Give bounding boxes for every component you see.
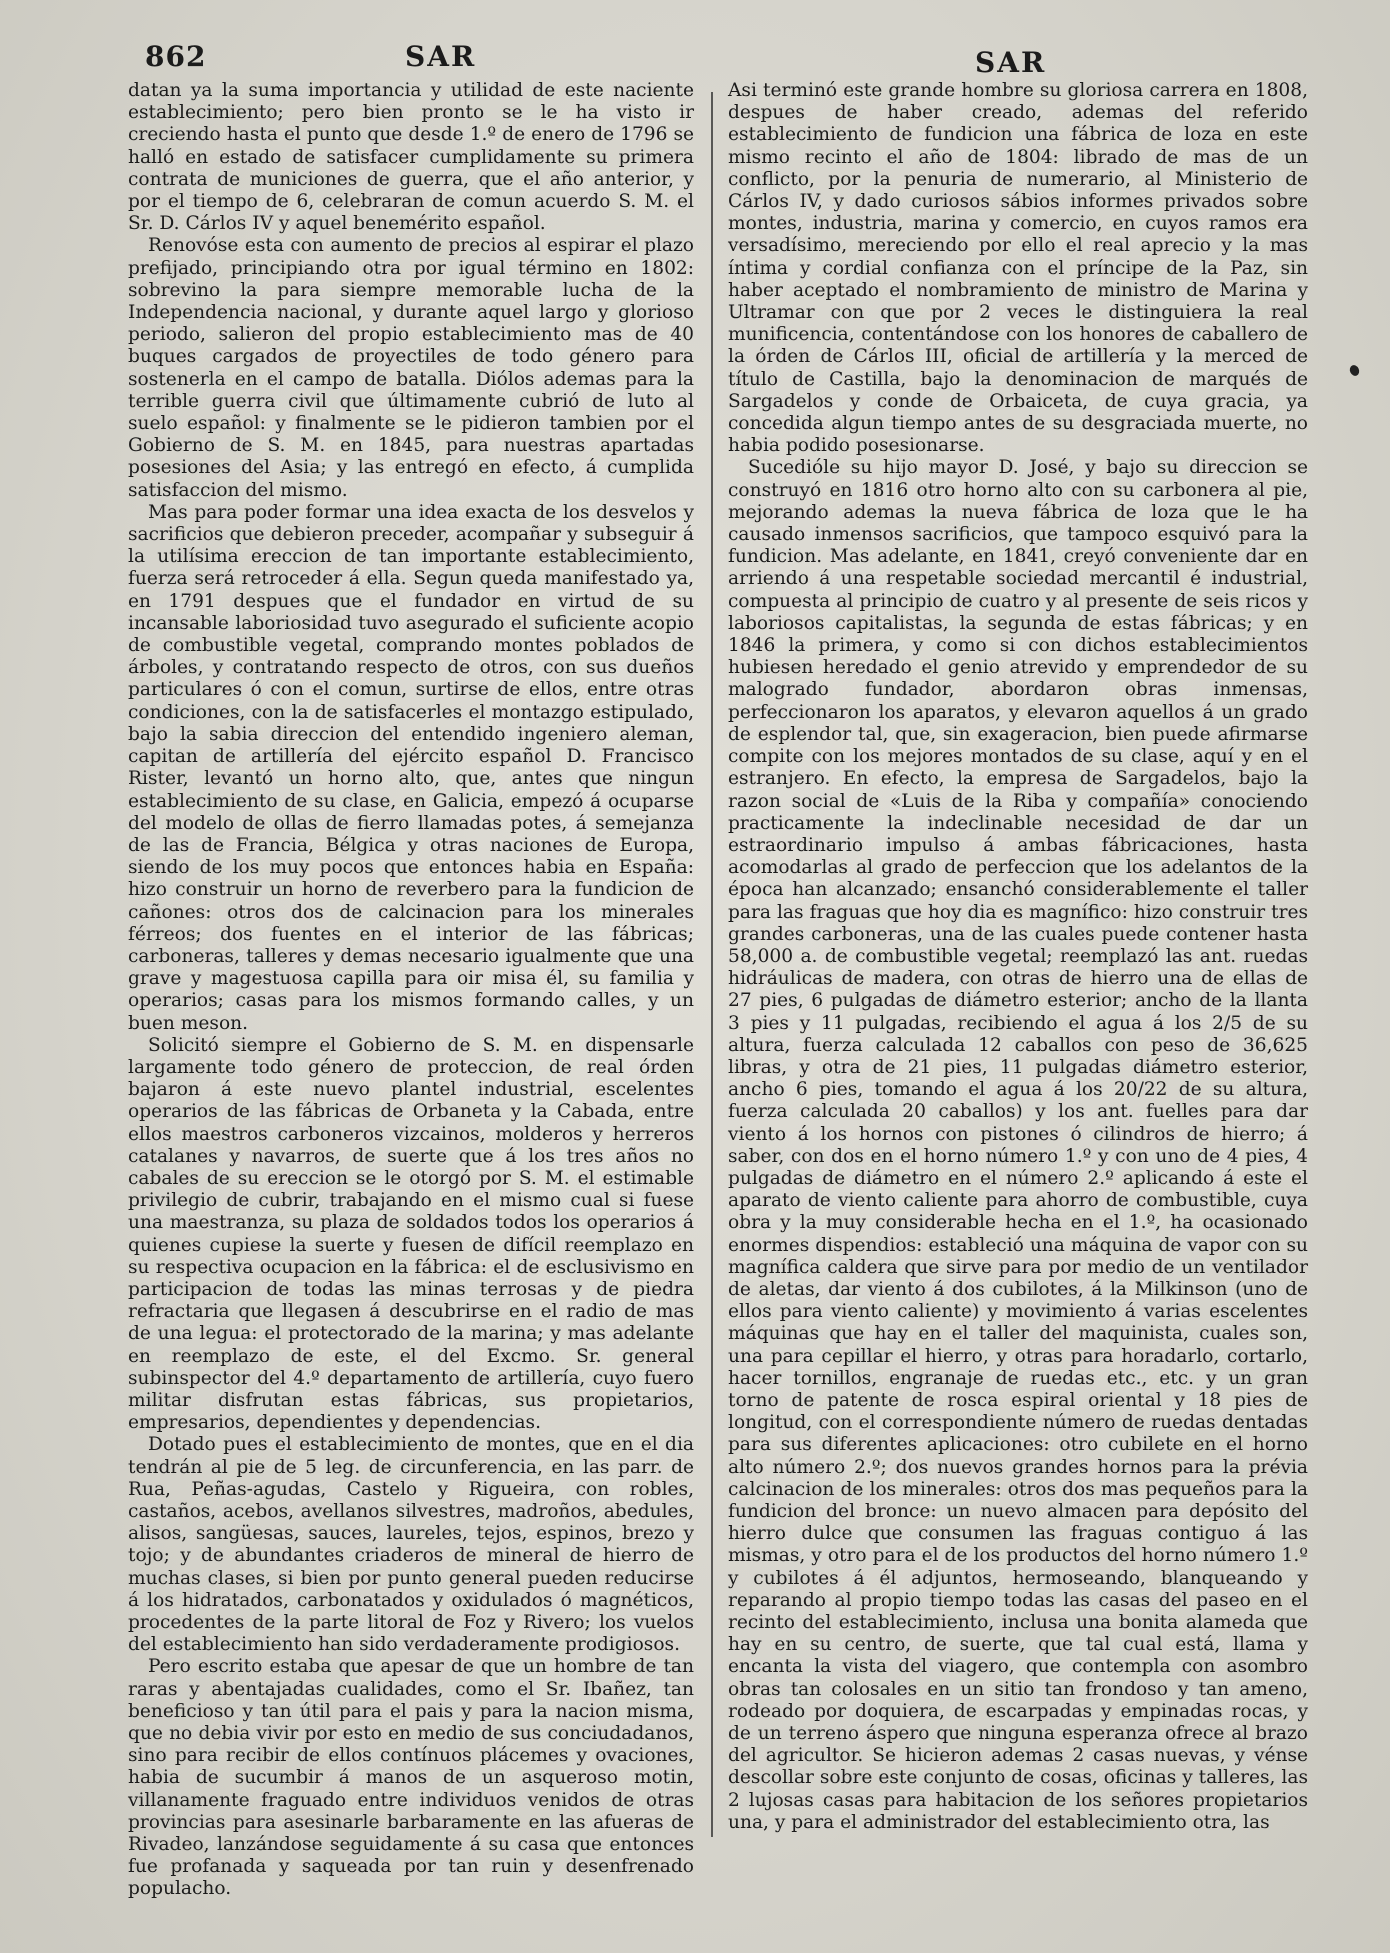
page-header — [0, 36, 1390, 82]
paragraph: Solicitó siempre el Gobierno de S. M. en dispensarle largamente todo género de proteccion, de real órden bajaron á este nuevo plantel industrial, escelentes operarios de las fábricas de Orbaneta y la Cabada, entre ellos maestros carboneros vizcainos, molderos y herreros catalanes y navarros, de suerte que á los tres años no cabales de su ereccion se le otorgó por S. M. el estimable privilegio de cubrir, trabajando en el mismo cual si fuese una maestranza, su plaza de soldados todos los operarios á quienes cupiese la suerte y fuesen de difícil reemplazo en su respectiva ocupacion en la fábrica: el de esclusivismo en participacion de todas las minas terrosas y de piedra refractaria que llegasen á descubrirse en el radio de mas de una legua: el protectorado de la marina; y mas adelante en reemplazo de este, el del Excmo. Sr. general subinspector del 4.º departamento de artillería, cuyo fuero militar disfrutan estas fábricas, sus propietarios, empresarios, dependientes y dependencias. — [128, 1034, 694, 1434]
ink-blot — [1348, 364, 1361, 378]
running-head-left: SAR — [405, 40, 477, 73]
column-divider — [711, 92, 713, 1837]
paragraph: Dotado pues el establecimiento de montes, que en el dia tendrán al pie de 5 leg. de circunferencia, en las parr. de Rua, Peñas-agudas, Castelo y Rigueira, con robles, castaños, acebos, avellanos silvestres, madroños, abedules, alisos, sangüesas, sauces, laureles, tejos, espinos, brezo y tojo; y de abundantes criaderos de mineral de hierro de muchas clases, si bien por punto general pueden reducirse á los hidratados, carbonatados y oxidulados ó magnéticos, procedentes de la parte litoral de Foz y Rivero; los vuelos del establecimiento han sido verdaderamente prodigiosos. — [128, 1434, 694, 1656]
paragraph: Asi terminó este grande hombre su gloriosa carrera en 1808, despues de haber creado, ademas del referido establecimiento de fundicion una fábrica de loza en este mismo recinto el año de 1804: librado de mas de un conflicto, por la penuria de numerario, al Ministerio de Cárlos IV, y dado curiosos sábios informes privados sobre montes, industria, marina y comercio, en cuyos ramos era versadísimo, mereciendo por ello el real aprecio y la mas íntima y cordial confianza con el príncipe de la Paz, sin haber aceptado el nombramiento de ministro de Marina y Ultramar con que por 2 veces le distinguiera la real munificencia, contentándose con los honores de caballero de la órden de Cárlos III, oficial de artillería y la merced de título de Castilla, bajo la denominacion de marqués de Sargadelos y conde de Orbaiceta, de cuya gracia, ya concedida algun tiempo antes de su desgraciada muerte, no habia podido posesionarse. — [728, 80, 1308, 457]
paragraph: Renovóse esta con aumento de precios al espirar el plazo prefijado, principiando otra por igual término en 1802: sobrevino la para siempre memorable lucha de la Independencia nacional, y durante aquel largo y glorioso periodo, salieron del propio establecimiento mas de 40 buques cargados de proyectiles de todo género para sostenerla en el campo de batalla. Diólos ademas para la terrible guerra civil que últimamente cubrió de luto al suelo español: y finalmente se le pidieron tambien por el Gobierno de S. M. en 1845, para nuestras apartadas posesiones del Asia; y las entregó en efecto, á cumplida satisfaccion del mismo. — [128, 235, 694, 501]
paragraph: Sucedióle su hijo mayor D. José, y bajo su direccion se construyó en 1816 otro horno alto con su carbonera al pie, mejorando ademas la nueva fábrica de loza que le ha causado inmensos sacrificios, que tampoco esquivó para la fundicion. Mas adelante, en 1841, creyó conveniente dar en arriendo á una respetable sociedad mercantil é industrial, compuesta al principio de cuatro y al presente de seis ricos y laboriosos capitalistas, la segunda de estas fábricas; y en 1846 la primera, y como si con dichos establecimientos hubiesen heredado el genio atrevido y emprendedor de su malogrado fundador, abordaron obras inmensas, perfeccionaron los aparatos, y elevaron aquellos á un grado de esplendor tal, que, sin exageracion, bien puede afirmarse compite con los mejores montados de su clase, aquí y en el estranjero. En efecto, la empresa de Sargadelos, bajo la razon social de «Luis de la Riba y compañía» conociendo practicamente la indeclinable necesidad de dar un estraordinario impulso á ambas fábricaciones, hasta acomodarlas al grado de perfeccion que los adelantos de la época han alcanzado; ensanchó considerablemente el taller para las fraguas que hoy dia es magnífico: hizo construir tres grandes carboneras, una de las cuales puede contener hasta 58,000 a. de combustible vegetal; reemplazó las ant. ruedas hidráulicas de madera, con otras de hierro una de ellas de 27 pies, 6 pulgadas de diámetro esterior; ancho de la llanta 3 pies y 11 pulgadas, recibiendo el agua á los 2/5 de su altura, fuerza calculada 12 caballos con peso de 36,625 libras, y otra de 21 pies, 11 pulgadas diámetro esterior, ancho 6 pies, tomando el agua á los 20/22 de su altura, fuerza calculada 20 caballos) y los ant. fuelles para dar viento á los hornos con pistones ó cilindros de hierro; á saber, con dos en el horno número 1.º y con uno de 4 pies, 4 pulgadas de diámetro en el número 2.º aplicando á este el aparato de viento caliente para ahorro de combustible, cuya obra y la muy considerable hecha en el 1.º, ha ocasionado enormes dispendios: estableció una máquina de vapor con su magnífica caldera que sirve para por medio de un ventilador de aletas, dar viento á dos cubilotes, á la Milkinson (uno de ellos para viento caliente) y movimiento á varias escelentes máquinas que hay en el taller del maquinista, cuales son, una para cepillar el hierro, y otras para horadarlo, cortarlo, hacer tornillos, engranaje de ruedas etc., etc. y un gran torno de patente de rosca espiral oriental y 18 pies de longitud, con el correspondiente número de ruedas dentadas para sus diferentes aplicaciones: otro cubilete en el horno alto número 2.º; dos nuevos grandes hornos para la prévia calcinacion de los minerales: otros dos mas pequeños para la fundicion del bronce: un nuevo almacen para depósito del hierro dulce que consumen las fraguas contiguo á las mismas, y otro para el de los productos del horno número 1.º y cubilotes á él adjuntos, hermoseando, blanqueando y reparando al propio tiempo todas las casas del paseo en el recinto del establecimiento, inclusa una bonita alameda que hay en su centro, de suerte, que tal cual está, llama y encanta la vista del viagero, que contempla con asombro obras tan colosales en un sitio tan frondoso y tan ameno, rodeado por doquiera, de escarpadas y empinadas rocas, y de un terreno áspero que ninguna esperanza ofrece al brazo del agricultor. Se hicieron ademas 2 casas nuevas, y vénse descollar sobre este conjunto de cosas, oficinas y talleres, las 2 lujosas casas para habitacion de los señores propietarios una, y para el administrador del establecimiento otra, las — [728, 457, 1308, 1833]
paragraph: Mas para poder formar una idea exacta de los desvelos y sacrificios que debieron preceder, acompañar y subseguir á la utilísima ereccion de tan importante establecimiento, fuerza será retroceder á ella. Segun queda manifestado ya, en 1791 despues que el fundador en virtud de su incansable laboriosidad tuvo asegurado el suficiente acopio de combustible vegetal, comprando montes poblados de árboles, y contratando respecto de otros, con sus dueños particulares ó con el comun, surtirse de ellos, entre otras condiciones, con la de satisfacerles el montazgo estipulado, bajo la sabia direccion del entendido ingeniero aleman, capitan de artillería del ejército español D. Francisco Rister, levantó un horno alto, que, antes que ningun establecimiento de su clase, en Galicia, empezó á ocuparse del modelo de ollas de fierro llamadas potes, á semejanza de las de Francia, Bélgica y otras naciones de Europa, siendo de los muy pocos que entonces habia en España: hizo construir un horno de reverbero para la fundicion de cañones: otros dos de calcinacion para los minerales férreos; dos fuentes en el interior de las fábricas; carboneras, talleres y demas necesario igualmente que una grave y magestuosa capilla para oir misa él, su familia y operarios; casas para los mismos formando calles, y un buen meson. — [128, 501, 694, 1034]
running-head-right: SAR — [975, 46, 1047, 79]
left-column — [128, 80, 694, 1901]
paragraph: Pero escrito estaba que apesar de que un hombre de tan raras y abentajadas cualidades, como el Sr. Ibañez, tan beneficioso y tan útil para el pais y para la nacion misma, que no debia vivir por esto en medio de sus conciudadanos, sino para recibir de ellos contínuos plácemes y ovaciones, habia de sucumbir á manos de un asqueroso motin, villanamente fraguado entre individuos venidos de otras provincias para asesinarle barbaramente en las afueras de Rivadeo, lanzándose seguidamente á su casa que entonces fue profanada y saqueada por tan ruin y desenfrenado populacho. — [128, 1656, 694, 1900]
page-number: 862 — [145, 40, 207, 73]
right-column — [728, 80, 1308, 1834]
paragraph: datan ya la suma importancia y utilidad de este naciente establecimiento; pero bien pronto se le ha visto ir creciendo hasta el punto que desde 1.º de enero de 1796 se halló en estado de satisfacer cumplidamente su primera contrata de municiones de guerra, que el año anterior, y por el tiempo de 6, celebraran de comun acuerdo S. M. el Sr. D. Cárlos IV y aquel benemérito español. — [128, 80, 694, 235]
